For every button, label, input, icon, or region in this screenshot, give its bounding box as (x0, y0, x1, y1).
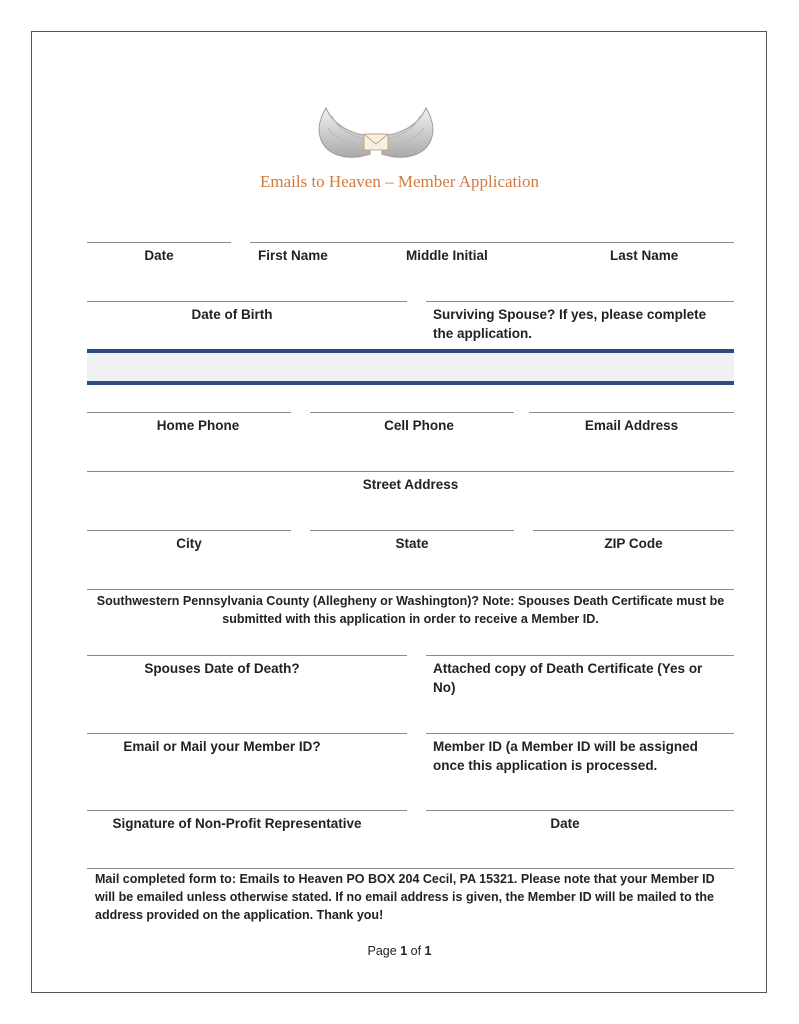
page-current: 1 (400, 944, 408, 958)
signature-date-field[interactable] (426, 810, 734, 811)
street-address-label: Street Address (362, 477, 459, 492)
mail-note-rule (87, 868, 734, 869)
date-of-birth-field[interactable] (87, 301, 407, 302)
signature-field[interactable] (87, 810, 407, 811)
page-of: of (410, 944, 422, 958)
angel-wings-envelope-icon (312, 96, 440, 168)
email-or-mail-field[interactable] (87, 733, 407, 734)
member-id-label: Member ID (a Member ID will be assigned once this application is processed. (433, 739, 698, 773)
middle-initial-label: Middle Initial (406, 248, 488, 263)
cell-phone-field[interactable] (310, 412, 514, 413)
signature-date-label: Date (550, 816, 580, 831)
page-total: 1 (424, 944, 432, 958)
county-note-label: Southwestern Pennsylvania County (Allegheny or Washington)? Note: Spouses Death Certificate must be submitted with this application in order to receive a Member ID. (96, 594, 725, 626)
first-name-label: First Name (258, 248, 328, 263)
zip-code-field[interactable] (533, 530, 734, 531)
last-name-label: Last Name (610, 248, 679, 263)
section-divider-band (87, 349, 734, 385)
date-label: Date (144, 248, 174, 263)
city-field[interactable] (87, 530, 291, 531)
street-address-field[interactable] (87, 471, 734, 472)
signature-label: Signature of Non-Profit Representative (112, 816, 362, 831)
county-field[interactable] (87, 589, 734, 590)
name-field[interactable] (250, 242, 734, 243)
page-number (0, 944, 799, 958)
city-label: City (176, 536, 202, 551)
cell-phone-label: Cell Phone (384, 418, 454, 433)
state-field[interactable] (310, 530, 514, 531)
state-label: State (395, 536, 429, 551)
surviving-spouse-field[interactable] (426, 301, 734, 302)
spouse-date-of-death-field[interactable] (87, 655, 407, 656)
death-certificate-label: Attached copy of Death Certificate (Yes or No) (433, 661, 703, 695)
mail-instructions: Mail completed form to: Emails to Heaven PO BOX 204 Cecil, PA 15321. Please note that your Member ID will be emailed unless otherwise stated. If no email address is given, the Member ID will be mailed to the address provided on the application. Thank you! (95, 872, 715, 922)
zip-code-label: ZIP Code (604, 536, 663, 551)
page-prefix: Page (367, 944, 397, 958)
death-certificate-field[interactable] (426, 655, 734, 656)
date-of-birth-label: Date of Birth (191, 307, 273, 322)
home-phone-label: Home Phone (156, 418, 240, 433)
date-field[interactable] (87, 242, 231, 243)
form-title: Emails to Heaven – Member Application (259, 172, 539, 191)
home-phone-field[interactable] (87, 412, 291, 413)
email-address-field[interactable] (529, 412, 734, 413)
member-id-field[interactable] (426, 733, 734, 734)
email-address-label: Email Address (584, 418, 679, 433)
surviving-spouse-label: Surviving Spouse? If yes, please complete the application. (433, 307, 707, 341)
email-or-mail-label: Email or Mail your Member ID? (123, 739, 321, 754)
spouse-date-of-death-label: Spouses Date of Death? (144, 661, 300, 676)
